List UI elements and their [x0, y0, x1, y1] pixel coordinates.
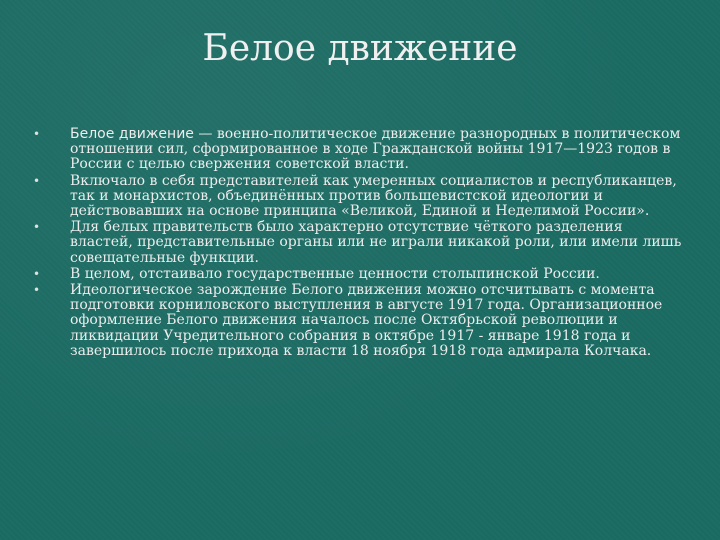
bullet-list	[33, 127, 683, 359]
bullet-item	[33, 283, 683, 359]
bullet-text: Идеологическое зарождение Белого движения можно отсчитывать с момента подготовки корниловского выступления в августе 1917 года. Организационное оформление Белого движения началось после Октябрьской революции и ликвидации Учредительного собрания в октябре 1917 - январе 1918 года и завершилось после прихода к власти 18 ноября 1918 года адмирала Колчака.	[70, 282, 663, 359]
slide-content	[33, 127, 683, 360]
bullet-text: Для белых правительств было характерно отсутствие чёткого разделения властей, представительные органы или не играли никакой роли, или имели лишь совещательные функции.	[70, 219, 682, 266]
bullet-text: — военно-политическое движение разнородных в политическом отношении сил, сформированное в ходе Гражданской войны 1917—1923 годов в России с целью свержения советской власти.	[70, 126, 681, 173]
bullet-text: Включало в себя представителей как умеренных социалистов и республиканцев, так и монархистов, объединённых против большевистской идеологии и действовавших на основе принципа «Великой, Единой и Неделимой России».	[70, 172, 677, 220]
bullet-icon: •	[33, 220, 41, 235]
bullet-item	[33, 127, 683, 173]
bullet-icon: •	[33, 283, 41, 298]
bullet-item	[33, 267, 683, 282]
bullet-icon: •	[33, 127, 41, 141]
bullet-term: Белое движение	[70, 126, 194, 142]
bullet-item	[33, 220, 683, 266]
bullet-text: В целом, отстаивало государственные ценности столыпинской России.	[70, 265, 600, 282]
bullet-item	[33, 174, 683, 220]
bullet-icon: •	[33, 173, 41, 188]
bullet-icon: •	[33, 266, 41, 281]
slide-title: Белое движение	[202, 28, 518, 69]
